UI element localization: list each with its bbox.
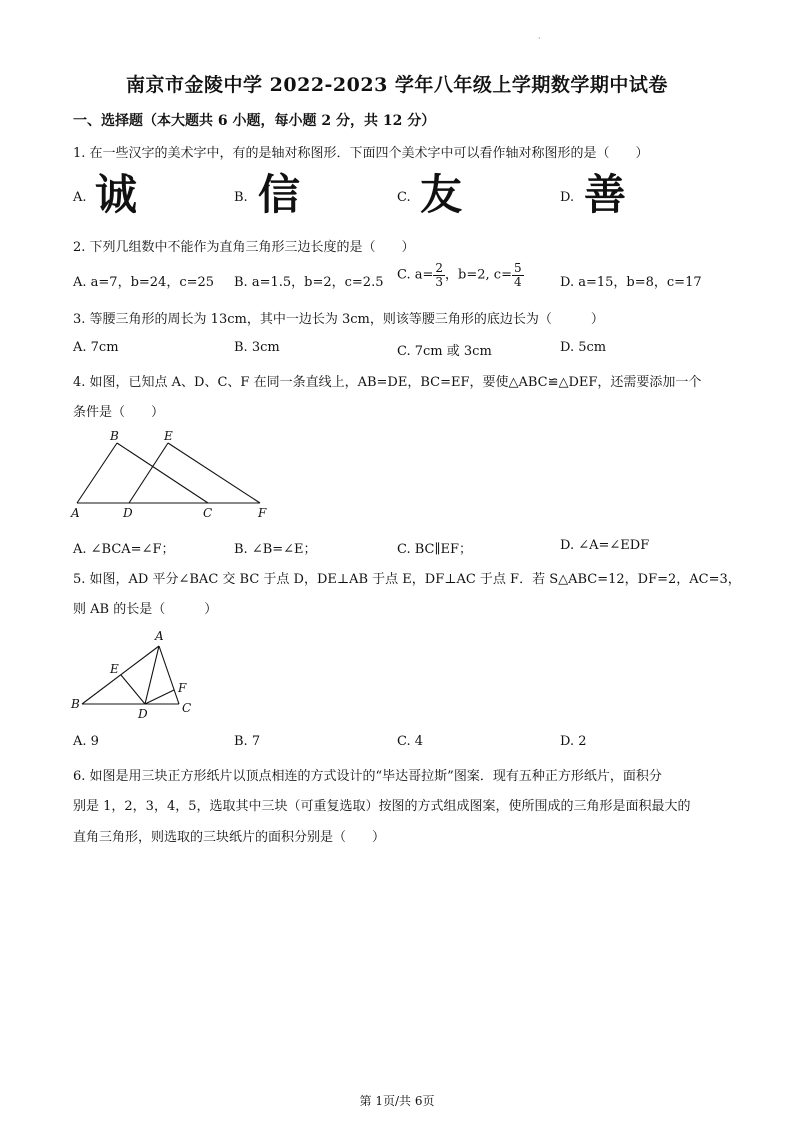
q5-line-df (145, 690, 174, 704)
q1-option-c-label: C. (397, 190, 411, 205)
q5-line-de (121, 675, 145, 704)
q2-option-b: B. a=1.5，b=2，c=2.5 (234, 275, 384, 290)
q1-option-d-label: D. (560, 190, 575, 205)
q1-option-b-char: 信 (258, 170, 301, 219)
q5-label-f: F (178, 681, 187, 695)
q2-c-frac2-den: 4 (513, 274, 522, 289)
q2-option-c (397, 262, 524, 288)
q5-option-d: D. 2 (560, 734, 587, 749)
q4-option-d: D. ∠A=∠EDF (560, 538, 650, 553)
q5-option-c: C. 4 (397, 734, 424, 749)
page-title: 南京市金陵中学 2022-2023 学年八年级上学期数学期中试卷 (126, 74, 668, 96)
q2-c-fraction-c (512, 262, 524, 288)
q6-stem-line1: 6. 如图是用三块正方形纸片以顶点相连的方式设计的“毕达哥拉斯”图案．现有五种正方形纸片，面积分 (73, 769, 662, 784)
q3-option-a: A. 7cm (73, 340, 119, 355)
q4-label-b: B (110, 429, 119, 443)
q5-stem-line2: 则 AB 的长是（ ） (73, 602, 218, 617)
q4-stem-line1: 4. 如图，已知点 A、D、C、F 在同一条直线上，AB=DE，BC=EF，要使△ABC≌△DEF，还需要添加一个 (73, 375, 702, 390)
q4-option-b: B. ∠B=∠E； (234, 542, 317, 557)
q2-option-d: D. a=15，b=8，c=17 (560, 275, 702, 290)
q5-label-c: C (182, 701, 192, 715)
q1-stem: 1. 在一些汉字的美术字中，有的是轴对称图形．下面四个美术字中可以看作轴对称图形的是（ ） (73, 146, 649, 161)
q2-c-prefix: C. a= (397, 267, 434, 283)
q5-stem-line1: 5. 如图，AD 平分∠BAC 交 BC 于点 D，DE⊥AB 于点 E，DF⊥AC 于点 F．若 S△ABC=12，DF=2，AC=3， (73, 572, 741, 587)
q2-c-frac2-num: 5 (513, 261, 522, 275)
q1-option-a-label: A. (73, 190, 87, 205)
q5-label-e: E (110, 662, 119, 676)
q4-stem-line2: 条件是（ ） (73, 405, 165, 420)
q4-label-c: C (203, 506, 213, 520)
q2-c-fraction-a (433, 262, 445, 288)
q3-option-d: D. 5cm (560, 340, 607, 355)
q2-option-a: A. a=7，b=24，c=25 (73, 275, 215, 290)
q6-stem-line3: 直角三角形，则选取的三块纸片的面积分别是（ ） (73, 830, 386, 845)
q4-label-d: D (123, 506, 133, 520)
q4-label-e: E (164, 429, 173, 443)
q4-option-c: C. BC∥EF； (397, 542, 473, 557)
q2-stem: 2. 下列几组数中不能作为直角三角形三边长度的是（ ） (73, 240, 415, 255)
q5-option-a: A. 9 (73, 734, 99, 749)
q3-stem: 3. 等腰三角形的周长为 13cm，其中一边长为 3cm，则该等腰三角形的底边长为（ ） (73, 312, 604, 327)
q4-line-ab (77, 443, 117, 503)
q1-option-b-label: B. (234, 190, 248, 205)
q5-label-b: B (71, 697, 80, 711)
q3-option-b: B. 3cm (234, 340, 280, 355)
q5-option-b: B. 7 (234, 734, 261, 749)
section-heading: 一、选择题（本大题共 6 小题，每小题 2 分，共 12 分） (73, 113, 436, 129)
q6-stem-line2: 别是 1，2，3，4，5，选取其中三块（可重复选取）按图的方式组成图案，使所围成的三角形是面积最大的 (73, 799, 691, 814)
q2-c-frac1-num: 2 (435, 261, 444, 275)
q5-figure (66, 626, 206, 720)
q2-c-mid: ，b=2, c= (445, 267, 512, 283)
q1-option-c-char: 友 (420, 170, 463, 219)
q4-label-a: A (71, 506, 80, 520)
q4-option-a: A. ∠BCA=∠F； (73, 542, 175, 557)
q4-figure (66, 428, 286, 524)
page-footer: 第 1页/共 6页 (359, 1094, 435, 1108)
speck: · (538, 34, 541, 43)
q2-c-frac1-den: 3 (435, 274, 444, 289)
q1-option-a-char: 诚 (95, 170, 138, 219)
q3-option-c: C. 7cm 或 3cm (397, 344, 492, 359)
q1-option-d-char: 善 (584, 170, 627, 219)
q5-label-a: A (155, 629, 164, 643)
q4-label-f: F (258, 506, 267, 520)
q4-line-ef (168, 443, 260, 503)
q5-label-d: D (138, 707, 148, 720)
